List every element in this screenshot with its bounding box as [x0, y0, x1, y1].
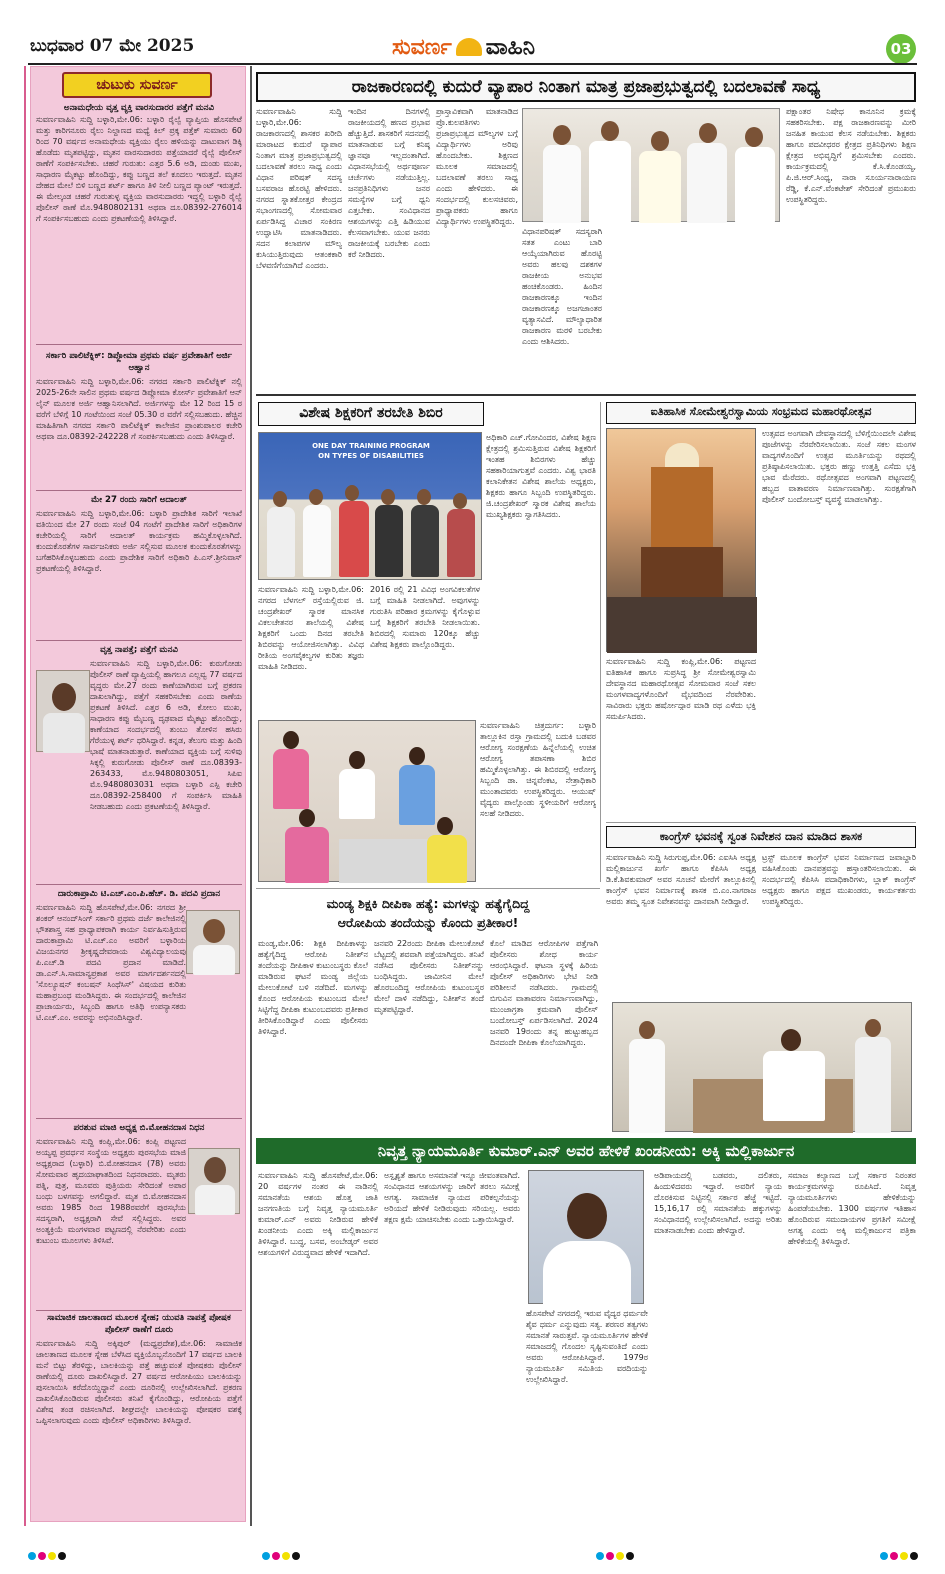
lead-story-col5: ಪಕ್ಷಾಂತರ ನಿಷೇಧ ಕಾನೂನಿನ ಕ್ರಮಕ್ಕೆ ಸಹಕರಿಸಬೇಕು. ಪಕ್ಷ ರಾಜಕಾರಣವನ್ನು ಮೀರಿ ಜನಹಿತ ಕಾಯುವ ಕೆಲಸ ನಡೆಯಬೇಕು. ಶಿಕ್ಷಕರು ಹಾಗೂ ಪದವೀಧರರ ಕ್ಷೇತ್ರದ ಪ್ರತಿನಿಧಿಗಳು ಶಿಕ್ಷಣ ಕ್ಷೇತ್ರದ ಅಭಿವೃದ್ಧಿಗೆ ಶ್ರಮಿಸಬೇಕು ಎಂದರು. ಕಾರ್ಯಕ್ರಮದಲ್ಲಿ ಕೆ.ಸಿ.ಕೊಂಡಯ್ಯ, ಪಿ.ಜಿ.ಆರ್.ಸಿಂಧ್ಯ, ನಾರಾ ಸೂರ್ಯನಾರಾಯಣ ರೆಡ್ಡಿ, ಕೆ.ಎನ್.ವೆಂಕಟೇಶ್ ಸೇರಿದಂತೆ ಪ್ರಮುಖರು ಉಪಸ್ಥಿತರಿದ್ದರು.: [786, 107, 916, 204]
brand-right: ವಾಹಿನಿ: [485, 34, 536, 60]
brief-heading-7: ಸಾಮಾಜಿಕ ಜಾಲತಾಣದ ಮೂಲಕ ಸ್ನೇಹ; ಯುವತಿ ನಾಪತ್ತೆ ಪೋಷಕ ಪೊಲೀಸ್ ಠಾಣೆಗೆ ದೂರು: [47, 1313, 231, 1335]
training-photo: [258, 432, 482, 580]
congress-headline: ಕಾಂಗ್ರೆಸ್ ಭವನಕ್ಕೆ ಸ್ವಂತ ನಿವೇಶನ ದಾನ ಮಾಡಿದ ಶಾಸಕ: [606, 826, 916, 848]
training-col1: ಸುವರ್ಣವಾಹಿನಿ ಸುದ್ದಿ ಬಳ್ಳಾರಿ,ಮೇ.06: ನಗರದ ಬೆಳಗಲ್ ರಸ್ತೆಯಲ್ಲಿರುವ ಜಿ. ಚಂದ್ರಶೇಖರ್ ಸ್ಮಾರಕ ಮಾನಸಿಕ ವಿಕಲಚೇತನರ ಶಾಲೆಯಲ್ಲಿ ವಿಶೇಷ ಶಿಕ್ಷಕರಿಗೆ ಒಂದು ದಿನದ ತರಬೇತಿ ಶಿಬಿರವನ್ನು ಆಯೋಜಿಸಲಾಗಿತ್ತು. ವಿವಿಧ ರೀತಿಯ ಅಂಗವೈಕಲ್ಯಗಳ ಕುರಿತು ತಜ್ಞರು ಮಾಹಿತಿ ನೀಡಿದರು.: [258, 585, 364, 671]
column-divider: [600, 402, 601, 882]
brief-body-7: ಸುವರ್ಣವಾಹಿನಿ ಸುದ್ದಿ ಅಕ್ಕಿಪುರ್‌ (ಮಧ್ಯಪ್ರದೇಶ),ಮೇ.06: ಸಾಮಾಜಿಕ ಜಾಲತಾಣದ ಮೂಲಕ ಸ್ನೇಹ ಬೆಳೆಸಿದ ವ್ಯಕ್ತಿಯೊಬ್ಬನೊಂದಿಗೆ 17 ವರ್ಷದ ಬಾಲಕಿ ಮನೆ ಬಿಟ್ಟು ತೆರಳಿದ್ದು, ಬಾಲಕಿಯನ್ನು ಪತ್ತೆ ಹಚ್ಚುವಂತೆ ಪೋಷಕರು ಪೊಲೀಸ್ ಠಾಣೆಯಲ್ಲಿ ದೂರು ದಾಖಲಿಸಿದ್ದಾರೆ. 27 ವರ್ಷದ ಆರೋಪಿಯು ಬಾಲಕಿಯನ್ನು ಪುಸಲಾಯಿಸಿ ಕರೆದೊಯ್ದಿದ್ದಾನೆ ಎಂದು ದೂರಿನಲ್ಲಿ ಉಲ್ಲೇಖಿಸಲಾಗಿದೆ. ಪ್ರಕರಣ ದಾಖಲಿಸಿಕೊಂಡಿರುವ ಪೊಲೀಸರು ತನಿಖೆ ಕೈಗೊಂಡಿದ್ದು, ಆರೋಪಿಯ ಪತ್ತೆಗೆ ವಿಶೇಷ ತಂಡ ರಚಿಸಲಾಗಿದೆ. ಶೀಘ್ರದಲ್ಲೇ ಬಾಲಕಿಯನ್ನು ಪೋಷಕರ ವಶಕ್ಕೆ ಒಪ್ಪಿಸಲಾಗುವುದು ಎಂದು ಪೊಲೀಸ್ ಅಧಿಕಾರಿಗಳು ತಿಳಿಸಿದ್ದಾರೆ.: [36, 1339, 242, 1425]
registration-marks: [880, 1552, 918, 1560]
brief-body-3: ಸುವರ್ಣವಾಹಿನಿ ಸುದ್ದಿ ಬಳ್ಳಾರಿ,ಮೇ.06: ಬಳ್ಳಾರಿ ಪ್ರಾದೇಶಿಕ ಸಾರಿಗೆ ಇಲಾಖೆ ವತಿಯಿಂದ ಮೇ 27 ರಂದು ಸಂಜೆ 04 ಗಂಟೆಗೆ ಪ್ರಾದೇಶಿಕ ಸಾರಿಗೆ ಅಧಿಕಾರಿಗಳ ಕಚೇರಿಯಲ್ಲಿ ಸಾರಿಗೆ ಅದಾಲತ್ ಕಾರ್ಯಕ್ರಮ ಹಮ್ಮಿಕೊಳ್ಳಲಾಗಿದೆ. ಕುಂದುಕೊರತೆಗಳ ಸಾರ್ವಜನಿಕರು ಅರ್ಜಿ ಸಲ್ಲಿಸುವ ಮೂಲಕ ಕುಂದುಕೊರತೆಗಳನ್ನು ಬಗೆಹರಿಸಿಕೊಳ್ಳಬಹುದು ಎಂದು ಪ್ರಾದೇಶಿಕ ಸಾರಿಗೆ ಅಧಿಕಾರಿ ಪಿ.ಎಸ್.ಶ್ರೀನಿವಾಸ್ ಪ್ರಕಟಣೆಯಲ್ಲಿ ತಿಳಿಸಿದ್ದಾರೆ.: [36, 509, 242, 573]
issue-date: ಬುಧವಾರ 07 ಮೇ 2025: [30, 36, 195, 56]
chariot-headline: ಐತಿಹಾಸಿಕ ಸೋಮೇಶ್ವರಸ್ವಾಮಿಯ ಸಂಭ್ರಮದ ಮಹಾರಥೋತ್ಸವ: [606, 402, 916, 424]
mandya-headline-line1: ಮಂಡ್ಯ ಶಿಕ್ಷಕಿ ದೀಪಿಕಾ ಹತ್ಯೆ: ಮಗಳನ್ನು ಹತ್ಯೆಗೈದಿದ್ದ: [326, 896, 530, 911]
judge-headline: ನಿವೃತ್ತ ನ್ಯಾಯಮೂರ್ತಿ ಕುಮಾರ್.ಎನ್ ಅವರ ಹೇಳಿಕೆ ಖಂಡನೀಯ: ಅಕ್ಕಿ ಮಲ್ಲಿಕಾರ್ಜುನ: [256, 1138, 916, 1164]
left-column-divider: [250, 66, 252, 1526]
brief-divider: [36, 1310, 242, 1311]
health-camp-photo: [258, 720, 476, 882]
lead-story-col4: ವಿಧಾನಪರಿಷತ್ ಸದಸ್ಯರಾಗಿ ಸತತ ಎಂಟು ಬಾರಿ ಆಯ್ಕೆಯಾಗಿರುವ ಹೊರಟ್ಟಿ ಅವರು ಹಲವು ದಶಕಗಳ ರಾಜಕೀಯ ಅನುಭವ ಹಂಚಿಕೊಂಡರು. ಹಿಂದಿನ ರಾಜಕಾರಣಕ್ಕೂ ಇಂದಿನ ರಾಜಕಾರಣಕ್ಕೂ ಅಜಗಜಾಂತರ ವ್ಯತ್ಯಾಸವಿದೆ. ಮೌಲ್ಯಾಧಾರಿತ ರಾಜಕಾರಣ ಮರಳಿ ಬರಬೇಕು ಎಂದು ಆಶಿಸಿದರು.: [522, 227, 602, 346]
left-margin-rule: [24, 66, 26, 1526]
brief-heading-3: ಮೇ 27 ರಂದು ಸಾರಿಗೆ ಅದಾಲತ್: [91, 495, 187, 505]
judge-col3: ಹೊಸಪೇಟೆ ನಗರದಲ್ಲಿ ಇರುವ ವೈದ್ಯರ ಧರ್ಮವೇ ಶೈವ ಧರ್ಮ ಎನ್ನುವುದು ಸತ್ಯ. ಶರಣರ ತತ್ವಗಳು ಸಮಾನತೆ ಸಾರುತ್ತವೆ. ನ್ಯಾಯಮೂರ್ತಿಗಳ ಹೇಳಿಕೆ ಸಮಾಜದಲ್ಲಿ ಗೊಂದಲ ಸೃಷ್ಟಿಸುವಂತಿದೆ ಎಂದು ಅವರು ಆರೋಪಿಸಿದ್ದಾರೆ. 1979ರ ನ್ಯಾಯಮೂರ್ತಿ ಸಮಿತಿಯ ವರದಿಯನ್ನು ಉಲ್ಲೇಖಿಸಿದ್ದಾರೆ.: [526, 1309, 648, 1384]
page-number-badge: 03: [886, 34, 916, 64]
registration-marks: [262, 1552, 300, 1560]
mandya-col3: ಕೊಲೆ ಮಾಡಿದ ಆರೋಪಿಗಳ ಪತ್ತೆಗಾಗಿ ಪೊಲೀಸರು ಶೋಧ ಕಾರ್ಯ ಆರಂಭಿಸಿದ್ದಾರೆ. ಘಟನಾ ಸ್ಥಳಕ್ಕೆ ಹಿರಿಯ ಪೊಲೀಸ್ ಅಧಿಕಾರಿಗಳು ಭೇಟಿ ನೀಡಿ ಪರಿಶೀಲನೆ ನಡೆಸಿದರು. ಗ್ರಾಮದಲ್ಲಿ ಬಿಗುವಿನ ವಾತಾವರಣ ನಿರ್ಮಾಣವಾಗಿದ್ದು, ಮುಂಜಾಗ್ರತಾ ಕ್ರಮವಾಗಿ ಪೊಲೀಸ್ ಬಂದೋಬಸ್ತ್ ಏರ್ಪಡಿಸಲಾಗಿದೆ. 2024 ಜನವರಿ 19ರಂದು ತನ್ನ ಹುಟ್ಟುಹಬ್ಬದ ದಿನದಂದೇ ದೀಪಿಕಾ ಕೊಲೆಯಾಗಿದ್ದರು.: [490, 939, 598, 1047]
brief-body-6: ಸುವರ್ಣವಾಹಿನಿ ಸುದ್ದಿ ಕಂಪ್ಲಿ,ಮೇ.06: ಕಂಪ್ಲಿ ಪಟ್ಟಣದ ಅಯ್ಯಪ್ಪ ಪ್ರವರ್ಧನ ಸಂಸ್ಥೆಯ ಅಧ್ಯಕ್ಷರು ಪುರಸಭೆಯ ಮಾಜಿ ಅಧ್ಯಕ್ಷರಾದ (ಬಳ್ಳಾರಿ) ಬಿ.ಮೋಹನದಾಸ (78) ಅವರು ಸೋಮವಾರ ಹೃದಯಾಘಾತದಿಂದ ನಿಧನರಾದರು. ಮೃತರು ಪತ್ನಿ, ಪುತ್ರ, ಮೂವರು ಪುತ್ರಿಯರು ಸೇರಿದಂತೆ ಅಪಾರ ಬಂಧು ಬಳಗವನ್ನು ಅಗಲಿದ್ದಾರೆ. ಮೃತ ಬಿ.ಮೋಹನದಾಸ ಅವರು 1985 ರಿಂದ 1988ರವರೆಗೆ ಪುರಸಭೆಯ ಸದಸ್ಯರಾಗಿ, ಅಧ್ಯಕ್ಷರಾಗಿ ಸೇವೆ ಸಲ್ಲಿಸಿದ್ದರು. ಅವರ ಅಂತ್ಯಕ್ರಿಯೆ ಮಂಗಳವಾರ ಪಟ್ಟಣದಲ್ಲಿ ನೆರವೇರಿತು ಎಂದು ಕುಟುಂಬ ಮೂಲಗಳು ತಿಳಿಸಿವೆ.: [36, 1137, 186, 1245]
brief-body-4a: ಸುವರ್ಣವಾಹಿನಿ ಸುದ್ದಿ ಬಳ್ಳಾರಿ,ಮೇ.06: ಕುರುಗೋಡು ಪೊಲೀಸ್ ಠಾಣೆ ವ್ಯಾಪ್ತಿಯಲ್ಲಿ ಹಾಗಲೂ ಎಲ್ಲವ್ವ 77 ವರ್ಷದ ವೃದ್ಧರು ಮೇ.27 ರಂದು ಕಾಣೆಯಾಗಿರುವ ಬಗ್ಗೆ ಪ್ರಕರಣ ದಾಖಲಾಗಿದ್ದು, ಪತ್ತೆಗೆ ಸಹಕರಿಸಬೇಕು ಎಂದು ಠಾಣೆಯ ಪ್ರಕಟಣೆ ತಿಳಿಸಿದೆ. ಎತ್ತರ 6 ಅಡಿ, ಕೋಲು ಮುಖ, ಸಾಧಾರಣ ಕಪ್ಪು ಮೈಬಣ್ಣ ದೃಢವಾದ ಮೈಕಟ್ಟು ಹೊಂದಿದ್ದು, ಕಾಣೆಯಾದ ಸಂದರ್ಭದಲ್ಲಿ ತುಂಬು ತೋಳಿನ ಹಸಿರು ಗೆರೆಯುಳ್ಳ ಶರ್ಟ್ ಧರಿಸಿದ್ದಾರೆ. ಕನ್ನಡ, ತೆಲುಗು ಮತ್ತು ಹಿಂದಿ ಭಾಷೆ ಮಾತನಾಡುತ್ತಾರೆ. ಕಾಣೆಯಾದ ವ್ಯಕ್ತಿಯ ಬಗ್ಗೆ ಸುಳಿವು ಸಿಕ್ಕಲ್ಲಿ ಕುರುಗೋಡು ಪೊಲೀಸ್ ಠಾಣೆ ದೂ.08393-263433, ಮೊ.9480803051, ಸಿಪಿಐ ಮೊ.9480803031 ಅಥವಾ ಬಳ್ಳಾರಿ ಎಸ್ಪಿ ಕಚೇರಿ ದೂ.08392-258400 ಗೆ ಸಂಪರ್ಕಿಸಿ ಮಾಹಿತಿ ನೀಡಬಹುದು ಎಂದು ಪ್ರಕಟಣೆಯಲ್ಲಿ ತಿಳಿಸಿದ್ದಾರೆ.: [90, 659, 242, 811]
judge-col1: ಸುವರ್ಣವಾಹಿನಿ ಸುದ್ದಿ ಹೊಸಪೇಟೆ,ಮೇ.06: 20 ವರ್ಷಗಳ ನಂತರ ಈ ನಾಡಿನಲ್ಲಿ ಸಮಾನತೆಯ ಆಶಯ ಹೊತ್ತ ಜಾತಿ ಜನಗಣತಿಯ ಬಗ್ಗೆ ನಿವೃತ್ತ ನ್ಯಾಯಮೂರ್ತಿ ಕುಮಾರ್.ಎನ್ ಅವರು ನೀಡಿರುವ ಹೇಳಿಕೆ ಖಂಡನೀಯ ಎಂದು ಅಕ್ಕಿ ಮಲ್ಲಿಕಾರ್ಜುನ ತಿಳಿಸಿದ್ದಾರೆ. ಬುದ್ಧ, ಬಸವ, ಅಂಬೇಡ್ಕರ್ ಅವರ ಆಶಯಗಳಿಗೆ ವಿರುದ್ಧವಾದ ಹೇಳಿಕೆ ಇದಾಗಿದೆ.: [258, 1171, 378, 1257]
congress-col1: ಸುವರ್ಣವಾಹಿನಿ ಸುದ್ದಿ ಸಿರುಗುಪ್ಪ,ಮೇ.06: ಎಐಸಿಸಿ ಅಧ್ಯಕ್ಷ ಮಲ್ಲಿಕಾರ್ಜುನ ಖರ್ಗೆ ಹಾಗೂ ಕೆಪಿಸಿಸಿ ಅಧ್ಯಕ್ಷ ಡಿ.ಕೆ.ಶಿವಕುಮಾರ್ ಅವರ ಸೂಚನೆ ಮೇರೆಗೆ ತಾಲ್ಲೂಕಿನಲ್ಲಿ ಕಾಂಗ್ರೆಸ್ ಭವನ ನಿರ್ಮಾಣಕ್ಕೆ ಶಾಸಕ ಬಿ.ಎಂ.ನಾಗರಾಜ ಅವರು ತಮ್ಮ ಸ್ವಂತ ನಿವೇಶನವನ್ನು ದಾನವಾಗಿ ನೀಡಿದ್ದಾರೆ.: [606, 853, 756, 906]
section-divider: [606, 822, 916, 823]
mandya-headline: [258, 894, 598, 934]
section-divider: [256, 888, 600, 889]
akki-mallikarjuna-photo: [528, 1170, 644, 1304]
missing-person-photo: [36, 670, 90, 752]
training-col2: 2016 ರಲ್ಲಿ 21 ವಿವಿಧ ಅಂಗವಿಕಲತೆಗಳ ಬಗ್ಗೆ ಮಾಹಿತಿ ನೀಡಲಾಗಿದೆ. ಅವುಗಳನ್ನು ಗುರುತಿಸಿ ಪರಿಹಾರ ಕ್ರಮಗಳನ್ನು ಕೈಗೊಳ್ಳುವ ಬಗ್ಗೆ ಶಿಕ್ಷಕರಿಗೆ ತರಬೇತಿ ನೀಡಲಾಯಿತು. ಶಿಬಿರದಲ್ಲಿ ಸುಮಾರು 120ಕ್ಕೂ ಹೆಚ್ಚು ವಿಶೇಷ ಶಿಕ್ಷಕರು ಪಾಲ್ಗೊಂಡಿದ್ದರು.: [370, 585, 480, 649]
brief-divider: [36, 1118, 242, 1119]
judge-col5: ಸಮಾಜ ಕಲ್ಯಾಣದ ಬಗ್ಗೆ ಸರ್ಕಾರ ನಿರಂತರ ಕಾರ್ಯಕ್ರಮಗಳನ್ನು ರೂಪಿಸಿದೆ. ನಿವೃತ್ತ ನ್ಯಾಯಮೂರ್ತಿಗಳು ಹೇಳಿಕೆಯನ್ನು ಹಿಂಪಡೆಯಬೇಕು. 1300 ವರ್ಷಗಳ ಇತಿಹಾಸ ಹೊಂದಿರುವ ಸಮುದಾಯಗಳ ಪ್ರಗತಿಗೆ ಸಮೀಕ್ಷೆ ಅಗತ್ಯ ಎಂದು ಅಕ್ಕಿ ಮಲ್ಲಿಕಾರ್ಜುನ ಪತ್ರಿಕಾ ಹೇಳಿಕೆಯಲ್ಲಿ ತಿಳಿಸಿದ್ದಾರೆ.: [788, 1171, 916, 1246]
lead-story-col4b: [606, 226, 780, 386]
masthead-divider: [28, 63, 917, 65]
brief-body-2: ಸುವರ್ಣವಾಹಿನಿ ಸುದ್ದಿ ಬಳ್ಳಾರಿ,ಮೇ.06: ನಗರದ ಸರ್ಕಾರಿ ಪಾಲಿಟೆಕ್ನಿಕ್ ನಲ್ಲಿ 2025-26ನೇ ಸಾಲಿನ ಪ್ರಥಮ ವರ್ಷದ ಡಿಪ್ಲೋಮಾ ಕೋರ್ಸ್ ಪ್ರವೇಶಾತಿಗೆ ಆನ್ ಲೈನ್ ಮೂಲಕ ಅರ್ಜಿ ಆಹ್ವಾನಿಸಲಾಗಿದೆ. ಅರ್ಜಿಗಳನ್ನು ಮೇ 12 ರಿಂದ 15 ರ ವರೆಗೆ ಬೆಳಿಗ್ಗೆ 10 ಗಂಟೆಯಿಂದ ಸಂಜೆ 05.30 ರ ವರೆಗೆ ಸಲ್ಲಿಸಬಹುದು. ಹೆಚ್ಚಿನ ಮಾಹಿತಿಗಾಗಿ ನಗರದ ಸರ್ಕಾರಿ ಪಾಲಿಟೆಕ್ನಿಕ್ ಕಾಲೇಜಿನ ಪ್ರಾಂಶುಪಾಲರ ಕಚೇರಿ ಅಥವಾ ದೂ.08392-242228 ಗೆ ಸಂಪರ್ಕಿಸಬಹುದು ಎಂದು ತಿಳಿಸಿದ್ದಾರೆ.: [36, 377, 242, 441]
training-photo-banner: ONE DAY TRAINING PROGRAM ON TYPES OF DISABILITIES: [312, 442, 430, 460]
left-column-title: ಚುಟುಕು ಸುವರ್ಣ: [62, 72, 212, 98]
brief-divider: [36, 884, 242, 885]
brief-heading-2: ಸರ್ಕಾರಿ ಪಾಲಿಟೆಕ್ನಿಕ್: ಡಿಪ್ಲೋಮಾ ಪ್ರಥಮ ವರ್ಷ ಪ್ರವೇಶಾತಿಗೆ ಅರ್ಜಿ ಆಹ್ವಾನ: [45, 351, 233, 373]
judge-col2: ಅಸ್ಪೃಶ್ಯತೆ ಹಾಗೂ ಅಸಮಾನತೆ ಇನ್ನೂ ಜೀವಂತವಾಗಿದೆ. ಸಂವಿಧಾನದ ಆಶಯಗಳನ್ನು ಜಾರಿಗೆ ತರಲು ಸಮೀಕ್ಷೆ ಅಗತ್ಯ. ಸಾಮಾಜಿಕ ನ್ಯಾಯದ ಪರಿಕಲ್ಪನೆಯನ್ನು ಅರಿಯದೆ ಹೇಳಿಕೆ ನೀಡಿರುವುದು ಸರಿಯಲ್ಲ. ಅವರು ತಕ್ಷಣ ಕ್ಷಮೆ ಯಾಚಿಸಬೇಕು ಎಂದು ಒತ್ತಾಯಿಸಿದ್ದಾರೆ.: [384, 1171, 520, 1224]
brief-divider: [36, 490, 242, 491]
brief-heading-5: ದಾರುಕಾಪ್ರಾಮಿ ಟಿ.ಎಚ್.ಎಂ.ಪಿ.ಹೆಚ್. ಡಿ. ಪದವಿ ಪ್ರದಾನ: [57, 889, 221, 899]
brief-divider: [36, 640, 242, 641]
congress-donation-photo: [612, 1002, 912, 1132]
brief-body-1: ಸುವರ್ಣವಾಹಿನಿ ಸುದ್ದಿ ಬಳ್ಳಾರಿ,ಮೇ.06: ಬಳ್ಳಾರಿ ರೈಲ್ವೆ ವ್ಯಾಪ್ತಿಯ ಹೊಸಪೇಟೆ ಮತ್ತು ಕಾರಿಗನೂರು ರೈಲು ನಿಲ್ದಾಣದ ಮಧ್ಯೆ ಕಿಲ್ ಪ್ರಕ್ಕ ಪತ್ತೆಕ್ ಸುಮಾರು 60 ರಿಂದ 70 ವರ್ಷದ ಅನಾಮಧೇಯ ವ್ಯಕ್ತಿಯು ರೈಲು ಹಳಿಯನ್ನು ದಾಟುವಾಗ ಡಿಕ್ಕಿ ಹೊಡೆದು ಮೃತಪಟ್ಟಿದ್ದು, ಮೃತನ ವಾರಸುದಾರರು ಪತ್ತೆಯಾದರೆ ರೈಲ್ವೆ ಪೊಲೀಸ್ ಠಾಣೆಗೆ ಸಂಪರ್ಕಿಸಬೇಕು. ಚಹರೆ ಗುರುತು: ಎತ್ತರ 5.6 ಅಡಿ, ದುಂಡು ಮುಖ, ಸಾಧಾರಣ ಮೈಕಟ್ಟು ಹೊಂದಿದ್ದು, ಕಪ್ಪು ಬಣ್ಣದ ತಲೆ ಕೂದಲು ಇರುತ್ತದೆ. ಮೃತನ ದೇಹದ ಮೇಲೆ ಬಿಳಿ ಬಣ್ಣದ ಶರ್ಟ್ ಹಾಗೂ ತಿಳಿ ನೀಲಿ ಬಣ್ಣದ ಪ್ಯಾಂಟ್ ಇರುತ್ತದೆ. ಈ ಮೇಲ್ಕಂಡ ಚಹರೆ ಗುರುತುಳ್ಳ ವ್ಯಕ್ತಿಯ ವಾರಸುದಾರರು ಇದ್ದಲ್ಲಿ ಬಳ್ಳಾರಿ ರೈಲ್ವೆ ಪೊಲೀಸ್ ಠಾಣೆ ಮೊ.9480802131 ಅಥವಾ ದೂ.08392-276014 ಗೆ ಸಂಪರ್ಕಿಸಬಹುದು ಎಂದು ಪ್ರಕಟಣೆಯಲ್ಲಿ ತಿಳಿಸಿದ್ದಾರೆ.: [36, 115, 242, 223]
chariot-col2: ಉತ್ಸವದ ಅಂಗವಾಗಿ ದೇವಸ್ಥಾನದಲ್ಲಿ ಬೆಳಿಗ್ಗೆಯಿಂದಲೇ ವಿಶೇಷ ಪೂಜೆಗಳನ್ನು ನೆರವೇರಿಸಲಾಯಿತು. ಸಂಜೆ ಸಕಲ ಮಂಗಳ ವಾದ್ಯಗಳೊಂದಿಗೆ ಉತ್ಸವ ಮೂರ್ತಿಯನ್ನು ರಥದಲ್ಲಿ ಪ್ರತಿಷ್ಠಾಪಿಸಲಾಯಿತು. ಭಕ್ತರು ಹಣ್ಣು ಉತ್ತತ್ತಿ ಎಸೆದು ಭಕ್ತಿ ಭಾವ ಮೆರೆದರು. ರಥೋತ್ಸವದ ಅಂಗವಾಗಿ ಪಟ್ಟಣದಲ್ಲಿ ಹಬ್ಬದ ವಾತಾವರಣ ನಿರ್ಮಾಣವಾಗಿತ್ತು. ಸುರಕ್ಷತೆಗಾಗಿ ಪೊಲೀಸ್ ಬಂದೋಬಸ್ತ್ ವ್ಯವಸ್ಥೆ ಮಾಡಲಾಗಿತ್ತು.: [762, 429, 916, 504]
health-camp-story: ಸುವರ್ಣವಾಹಿನಿ ಚಿತ್ರದುರ್ಗ: ಬಳ್ಳಾರಿ ತಾಲ್ಲೂಕಿನ ರಸ್ತಾ ಗ್ರಾಮದಲ್ಲಿ ಬದುಕಿ ಬಡವರ ಆರೋಗ್ಯ ಸಂರಕ್ಷಣೆಯ ಹಿನ್ನೆಲೆಯಲ್ಲಿ ಉಚಿತ ಆರೋಗ್ಯ ತಪಾಸಣಾ ಶಿಬಿರ ಹಮ್ಮಿಕೊಳ್ಳಲಾಗಿತ್ತು. ಈ ಶಿಬಿರದಲ್ಲಿ ಆರೋಗ್ಯ ಸಿಬ್ಬಂದಿ ಡಾ. ಚಿನ್ನವೆಂಕಟ, ನೇತ್ರಾಧಿಕಾರಿ ಮುಂತಾದವರು ಉಪಸ್ಥಿತರಿದ್ದರು. ಆಯುಷ್ ವೈದ್ಯರು ಪಾಲ್ಗೊಂಡು ಸ್ಥಳೀಯರಿಗೆ ಆರೋಗ್ಯ ಸಲಹೆ ನೀಡಿದರು.: [480, 721, 596, 818]
mandya-headline-line2: ಆರೋಪಿಯ ತಂದೆಯನ್ನು ಕೊಂದು ಪ್ರತೀಕಾರ!: [337, 915, 519, 930]
lead-story-col3: ಪ್ರಾಸ್ತಾವಿಕವಾಗಿ ಮಾತನಾಡಿದ ಪ್ರೊ.ಕುಲಪತಿಗಳು ಪ್ರಜಾಪ್ರಭುತ್ವದ ಮೌಲ್ಯಗಳ ಬಗ್ಗೆ ವಿದ್ಯಾರ್ಥಿಗಳು ಅರಿವು ಹೊಂದಬೇಕು. ಶಿಕ್ಷಣದ ಮೂಲಕ ಸಮಾಜದಲ್ಲಿ ಬದಲಾವಣೆ ತರಲು ಸಾಧ್ಯ ಎಂದು ಹೇಳಿದರು. ಈ ಸಂದರ್ಭದಲ್ಲಿ ಕುಲಸಚಿವರು, ಪ್ರಾಧ್ಯಾಪಕರು ಹಾಗೂ ವಿದ್ಯಾರ್ಥಿಗಳು ಉಪಸ್ಥಿತರಿದ್ದರು.: [436, 107, 518, 226]
brief-body-4b: [36, 760, 242, 870]
chariot-festival-photo: [606, 428, 756, 652]
training-col3: ಅಧಿಕಾರಿ ಎಚ್.ಗೋವಿಂದರ, ವಿಶೇಷ ಶಿಕ್ಷಣ ಕ್ಷೇತ್ರದಲ್ಲಿ ಶ್ರಮಿಸುತ್ತಿರುವ ವಿಶೇಷ ಶಿಕ್ಷಕರಿಗೆ ಇಂತಹ ಶಿಬಿರಗಳು ಹೆಚ್ಚು ಸಹಕಾರಿಯಾಗುತ್ತವೆ ಎಂದರು. ವಿಶ್ವ ಭಾರತಿ ಕಲಾನಿಕೇತನ ವಿಶೇಷ ಶಾಲೆಯ ಅಧ್ಯಕ್ಷರು, ಶಿಕ್ಷಕರು ಹಾಗೂ ಸಿಬ್ಬಂದಿ ಉಪಸ್ಥಿತರಿದ್ದರು. ಜಿ.ಚಂದ್ರಶೇಖರ್ ಸ್ಮಾರಕ ವಿಶೇಷ ಶಾಲೆಯ ಮುಖ್ಯಶಿಕ್ಷಕರು ಸ್ವಾಗತಿಸಿದರು.: [486, 433, 596, 519]
sun-logo-icon: [456, 38, 482, 56]
brief-heading-1: ಅನಾಮಧೇಯ ವೃತ್ತ ವ್ಯಕ್ತಿ ವಾರಸುದಾರರ ಪತ್ತೆಗೆ ಮನವಿ: [63, 103, 215, 113]
section-divider: [256, 394, 916, 396]
mandya-col2: ಜನವರಿ 22ರಂದು ದೀಪಿಕಾ ಮೇಲುಕೋಟೆ ಬೆಟ್ಟದಲ್ಲಿ ಶವವಾಗಿ ಪತ್ತೆಯಾಗಿದ್ದರು. ತನಿಖೆ ನಡೆಸಿದ ಪೊಲೀಸರು ನಿತೀಶ್‌ನನ್ನು ಬಂಧಿಸಿದ್ದರು. ಜಾಮೀನಿನ ಮೇಲೆ ಹೊರಬಂದಿದ್ದ ಆರೋಪಿಯ ಕುಟುಂಬಸ್ಥರ ಮೇಲೆ ದಾಳಿ ನಡೆದಿದ್ದು, ನಿತೀಶ್‌ನ ತಂದೆ ಮೃತಪಟ್ಟಿದ್ದಾರೆ.: [374, 939, 484, 1014]
congress-col2: ಟ್ರಸ್ಟ್ ಮೂಲಕ ಕಾಂಗ್ರೆಸ್ ಭವನ ನಿರ್ಮಾಣದ ಜವಾಬ್ದಾರಿ ವಹಿಸಿಕೊಂಡು ದಾನಪತ್ರವನ್ನು ಹಸ್ತಾಂತರಿಸಲಾಯಿತು. ಈ ಸಂದರ್ಭದಲ್ಲಿ ಕೆಪಿಸಿಸಿ ಪದಾಧಿಕಾರಿಗಳು, ಬ್ಲಾಕ್ ಕಾಂಗ್ರೆಸ್ ಅಧ್ಯಕ್ಷರು ಹಾಗೂ ಪಕ್ಷದ ಮುಖಂಡರು, ಕಾರ್ಯಕರ್ತರು ಉಪಸ್ಥಿತರಿದ್ದರು.: [762, 853, 916, 906]
judge-col4: ಅಡಿಪಾಯದಲ್ಲಿ ಬಡವರು, ದಲಿತರು, ಹಿಂದುಳಿದವರು ಇದ್ದಾರೆ. ಅವರಿಗೆ ನ್ಯಾಯ ದೊರಕಿಸುವ ನಿಟ್ಟಿನಲ್ಲಿ ಸರ್ಕಾರ ಹೆಜ್ಜೆ ಇಟ್ಟಿದೆ. 15,16,17 ರಲ್ಲಿ ಸಮಾನತೆಯ ಹಕ್ಕುಗಳನ್ನು ಸಂವಿಧಾನದಲ್ಲಿ ಉಲ್ಲೇಖಿಸಲಾಗಿದೆ. ಅದನ್ನು ಅರಿತು ಮಾತನಾಡಬೇಕು ಎಂದು ಹೇಳಿದ್ದಾರೆ.: [654, 1171, 782, 1235]
registration-marks: [596, 1552, 634, 1560]
brief-body-5: ಸುವರ್ಣವಾಹಿನಿ ಸುದ್ದಿ ಹೊಸಪೇಟೆ,ಮೇ.06: ನಗರದ ಶ್ರೀ ಶಂಕರ್ ಆನಂದ್‌ಸಿಂಗ್ ಸರ್ಕಾರಿ ಪ್ರಥಮ ದರ್ಜೆ ಕಾಲೇಜಿನಲ್ಲಿ ಭೌತಶಾಸ್ತ್ರ ಸಹ ಪ್ರಾಧ್ಯಾಪಕರಾಗಿ ಕಾರ್ಯ ನಿರ್ವಹಿಸುತ್ತಿರುವ ದಾರುಕಾಪ್ರಾಮಿ ಟಿ.ಎಚ್.ಎಂ ಅವರಿಗೆ ಬಳ್ಳಾರಿಯ ವಿಜಯನಗರ ಶ್ರೀಕೃಷ್ಣದೇವರಾಯ ವಿಶ್ವವಿದ್ಯಾಲಯವು ಪಿ.ಎಚ್.ಡಿ ಪದವಿ ಪ್ರದಾನ ಮಾಡಿದೆ. ಡಾ.ಎನ್.ಸಿ.ಸಾಮಾನ್ಯಪ್ರಕಾಶ ಅವರ ಮಾರ್ಗದರ್ಶನದಲ್ಲಿ 'ಸೊಲ್ಯೂಷನ್ ಕಂಬಷನ್ ಸಿಂಥೆಸಿಸ್' ವಿಷಯದ ಕುರಿತು ಮಹಾಪ್ರಬಂಧ ಮಂಡಿಸಿದ್ದರು. ಈ ಸಂದರ್ಭದಲ್ಲಿ ಕಾಲೇಜಿನ ಪ್ರಾಚಾರ್ಯರು, ಸಿಬ್ಬಂದಿ ಹಾಗೂ ಅತಿಥಿ ಉಪನ್ಯಾಸಕರು ಟಿ.ಎಚ್.ಎಂ. ಅವರನ್ನು ಅಭಿನಂದಿಸಿದ್ದಾರೆ.: [36, 903, 186, 1022]
mandya-col1: ಮಂಡ್ಯ,ಮೇ.06: ಶಿಕ್ಷಕಿ ದೀಪಿಕಾಳನ್ನು ಹತ್ಯೆಗೈದಿದ್ದ ಆರೋಪಿ ನಿತೀಶ್‌ನ ತಂದೆಯನ್ನು ದೀಪಿಕಾಳ ಕುಟುಂಬಸ್ಥರು ಕೊಲೆ ಮಾಡಿರುವ ಘಟನೆ ಮಂಡ್ಯ ಜಿಲ್ಲೆಯ ಮೇಲುಕೋಟೆ ಬಳಿ ನಡೆದಿದೆ. ಮಗಳನ್ನು ಕೊಂದ ಆರೋಪಿಯ ಕುಟುಂಬದ ಮೇಲೆ ಸಿಟ್ಟಿಗೆದ್ದ ದೀಪಿಕಾ ಕುಟುಂಬದವರು ಪ್ರತೀಕಾರ ತೀರಿಸಿಕೊಂಡಿದ್ದಾರೆ ಎಂದು ಪೊಲೀಸರು ತಿಳಿಸಿದ್ದಾರೆ.: [258, 939, 368, 1036]
registration-marks: [28, 1552, 66, 1560]
brand-left: ಸುವರ್ಣ: [392, 34, 452, 60]
masthead-logo: [392, 30, 592, 64]
brief-divider: [36, 344, 242, 345]
lead-headline: ರಾಜಕಾರಣದಲ್ಲಿ ಕುದುರೆ ವ್ಯಾಪಾರ ನಿಂತಾಗ ಮಾತ್ರ ಪ್ರಜಾಪ್ರಭುತ್ವದಲ್ಲಿ ಬದಲಾವಣೆ ಸಾಧ್ಯ: [256, 72, 916, 102]
obituary-photo: [188, 1148, 240, 1214]
lead-story-col1: ಸುವರ್ಣವಾಹಿನಿ ಸುದ್ದಿ ಬಳ್ಳಾರಿ,ಮೇ.06: ರಾಜಕಾರಣದಲ್ಲಿ ಶಾಸಕರ ಖರೀದಿ ಮಾರಾಟದ ಕುದುರೆ ವ್ಯಾಪಾರ ನಿಂತಾಗ ಮಾತ್ರ ಪ್ರಜಾಪ್ರಭುತ್ವದಲ್ಲಿ ಬದಲಾವಣೆ ತರಲು ಸಾಧ್ಯ ಎಂದು ವಿಧಾನ ಪರಿಷತ್ ಸದಸ್ಯ ಬಸವರಾಜ ಹೊರಟ್ಟಿ ಹೇಳಿದರು. ನಗರದ ಸ್ನಾತಕೋತ್ತರ ಕೇಂದ್ರದ ಸಭಾಂಗಣದಲ್ಲಿ ಸೋಮವಾರ ಏರ್ಪಡಿಸಿದ್ದ ವಿಚಾರ ಸಂಕಿರಣ ಉದ್ಘಾಟಿಸಿ ಮಾತನಾಡಿದರು. ಸದನ ಕಲಾಪಗಳ ಮೌಲ್ಯ ಕುಸಿಯುತ್ತಿರುವುದು ಆತಂಕಕಾರಿ ಬೆಳವಣಿಗೆಯಾಗಿದೆ ಎಂದರು.: [256, 107, 342, 270]
lead-story-col2: ಇಂದಿನ ದಿನಗಳಲ್ಲಿ ರಾಜಕೀಯದಲ್ಲಿ ಹಣದ ಪ್ರಭಾವ ಹೆಚ್ಚುತ್ತಿದೆ. ಶಾಸಕರಿಗೆ ಸದನದಲ್ಲಿ ಮಾತನಾಡುವ ಬಗ್ಗೆ ಕನಿಷ್ಠ ಜ್ಞಾನವೂ ಇಲ್ಲದಂತಾಗಿದೆ. ವಿಧಾನಸಭೆಯಲ್ಲಿ ಅರ್ಥಪೂರ್ಣ ಚರ್ಚೆಗಳು ನಡೆಯುತ್ತಿಲ್ಲ. ಜನಪ್ರತಿನಿಧಿಗಳು ಜನರ ಸಮಸ್ಯೆಗಳ ಬಗ್ಗೆ ಧ್ವನಿ ಎತ್ತಬೇಕು. ಸಂವಿಧಾನದ ಆಶಯಗಳನ್ನು ಎತ್ತಿ ಹಿಡಿಯುವ ಕೆಲಸವಾಗಬೇಕು. ಯುವ ಜನರು ರಾಜಕೀಯಕ್ಕೆ ಬರಬೇಕು ಎಂದು ಕರೆ ನೀಡಿದರು.: [348, 107, 430, 259]
doctorate-recipient-photo: [186, 910, 240, 974]
chariot-col1: ಸುವರ್ಣವಾಹಿನಿ ಸುದ್ದಿ ಕಂಪ್ಲಿ,ಮೇ.06: ಪಟ್ಟಣದ ಐತಿಹಾಸಿಕ ಹಾಗೂ ಸುಪ್ರಸಿದ್ಧ ಶ್ರೀ ಸೋಮೇಶ್ವರಸ್ವಾಮಿ ದೇವಸ್ಥಾನದ ಮಹಾರಥೋತ್ಸವ ಸೋಮವಾರ ಸಂಜೆ ಸಕಲ ಮಂಗಳವಾದ್ಯಗಳೊಂದಿಗೆ ವೈಭವದಿಂದ ನೆರವೇರಿತು. ಸಾವಿರಾರು ಭಕ್ತರು ಹರ್ಷೋದ್ಗಾರ ಮಾಡಿ ರಥ ಎಳೆದು ಭಕ್ತಿ ಸಮರ್ಪಿಸಿದರು.: [606, 657, 756, 721]
brief-heading-4: ವೃತ್ತ ನಾಪತ್ತೆ; ಪತ್ತೆಗೆ ಮನವಿ: [100, 645, 178, 655]
training-headline: ವಿಶೇಷ ಶಿಕ್ಷಕರಿಗೆ ತರಬೇತಿ ಶಿಬಿರ: [258, 402, 484, 426]
lead-story-photo: [522, 108, 780, 222]
brief-heading-6: ಪರಶುವ ಮಾಜಿ ಅಧ್ಯಕ್ಷ ಬಿ.ಮೋಹನದಾಸ ನಿಧನ: [73, 1123, 205, 1133]
